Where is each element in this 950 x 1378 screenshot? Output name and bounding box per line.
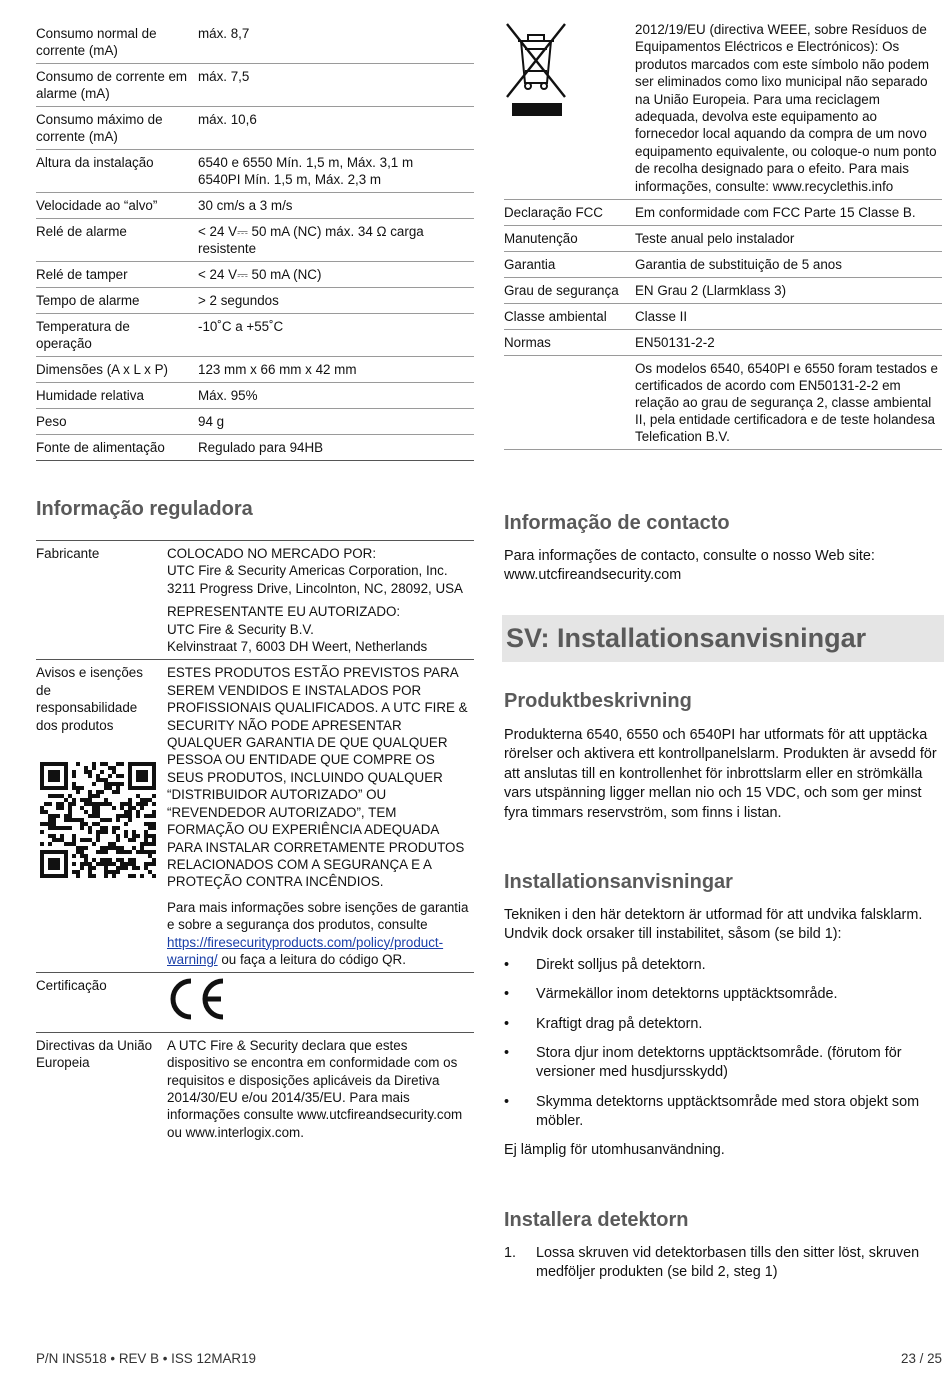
spec-value: < 24 V⎓ 50 mA (NC) [198,262,474,288]
product-warning-link[interactable]: https://firesecurityproducts.com/policy/product-warning/ [167,934,444,967]
spec-label: Classe ambiental [504,304,635,330]
list-item [504,956,942,975]
list-item [504,1093,942,1132]
list-item [504,1015,942,1034]
weee-bin-icon [504,21,568,119]
sv-banner: SV: Installationsanvisningar [502,615,944,662]
list-item [504,1044,942,1083]
contact-title: Informação de contacto [504,512,730,534]
spec-label: Normas [504,330,635,356]
spec-row [36,21,474,64]
specs-table-left [36,21,474,461]
qr-code-icon [40,762,156,878]
spec-label: Temperatura de operação [36,314,198,357]
spec-value: EN50131-2-2 [635,330,942,356]
specs-table-right [504,21,942,450]
spec-value: Garantia de substituição de 5 anos [635,252,942,278]
warnings-more: Para mais informações sobre isenções de garantia e sobre a segurança dos produtos, consulte https://firesecurityproducts.com/policy/product-warning/ ou faça a leitura do código QR. [167,899,469,967]
spec-value: < 24 V⎓ 50 mA (NC) máx. 34 Ω carga resistente [198,219,474,262]
spec-label: Dimensões (A x L x P) [36,357,198,383]
spec-value: máx. 10,6 [198,107,474,150]
spec-row [36,262,474,288]
spec-label: Tempo de alarme [36,288,198,314]
weee-symbol [504,21,635,195]
spec-label: Fonte de alimentação [36,435,198,461]
certification-label: Certificação [36,973,167,1032]
manufacturer-label: Fabricante [36,541,167,660]
spec-value: -10˚C a +55˚C [198,314,474,357]
spec-value: Regulado para 94HB [198,435,474,461]
spec-row [36,435,474,461]
spec-row [36,409,474,435]
bullet-mark: • [504,1045,510,1062]
install-detector-title: Installera detektorn [504,1209,689,1231]
bullet-mark: • [504,1015,510,1032]
spec-row [504,226,942,252]
spec-row [36,314,474,357]
spec-row [504,356,942,450]
bullet-mark: • [504,956,510,973]
spec-label [504,356,635,450]
footer-part-number: P/N INS518 • REV B • ISS 12MAR19 [36,1351,256,1366]
spec-label: Consumo máximo de corrente (mA) [36,107,198,150]
spec-row [36,107,474,150]
regulatory-title: Informação reguladora [36,498,253,520]
spec-value: Teste anual pelo instalador [635,226,942,252]
list-item-text: Värmekällor inom detektorns upptäcktsområde. [536,986,838,1003]
manufacturer-placed: COLOCADO NO MERCADO POR: UTC Fire & Security Americas Corporation, Inc. 3211 Progress Drive, Lincolnton, NC, 28092, USA [167,546,463,596]
bullet-mark: • [504,1093,510,1110]
spec-value: > 2 segundos [198,288,474,314]
spec-value: 30 cm/s a 3 m/s [198,193,474,219]
spec-value: 94 g [198,409,474,435]
step-number: 1. [504,1245,517,1261]
spec-row [36,383,474,409]
spec-row [504,252,942,278]
spec-label: Consumo de corrente em alarme (mA) [36,64,198,107]
directives-text: A UTC Fire & Security declara que estes dispositivo se encontra em conformidade com os requisitos e disposições aplicáveis da Diretiva 2014/30/EU e/ou 2014/35/EU. Para mais informações consulte www.utcfireandsecurity.com ou www.interlogix.com. [167,1037,463,1140]
list-item-text: Kraftigt drag på detektorn. [536,1015,703,1032]
spec-row [36,193,474,219]
instability-list [504,956,942,1132]
spec-label: Velocidade ao “alvo” [36,193,198,219]
weee-text: 2012/19/EU (directiva WEEE, sobre Resíduos de Equipamentos Eléctricos e Electrónicos): Os produtos marcados com este símbolo não podem ser eliminados como lixo municipal não separado na União Europeia. Para uma reciclagem adequada, devolva este equipamento ao fornecedor local aquando da compra de um novo equipamento equivalente, ou coloque-o num ponto de recolha designado para o efeito. Para mais informações, consulte: www.recyclethis.info [635,22,937,194]
manufacturer-eu-rep: REPRESENTANTE EU AUTORIZADO: UTC Fire & Security B.V. Kelvinstraat 7, 6003 DH Weert, Netherlands [167,604,428,655]
spec-value: máx. 7,5 [198,64,474,107]
spec-value: 6540 e 6550 Mín. 1,5 m, Máx. 3,1 m 6540PI Mín. 1,5 m, Máx. 2,3 m [198,150,474,193]
spec-value: Máx. 95% [198,383,474,409]
contact-text: Para informações de contacto, consulte o nosso Web site: www.utcfireandsecurity.com [504,548,875,584]
regulatory-table [36,540,474,1145]
product-description-text: Produkterna 6540, 6550 och 6540PI har utformats för att upptäcka rörelser och aktivera ett kontrollpanelslarm. Produkten är avsedd för att anslutas till en kontrollenhet för inbrottslarm eller en strömkälla vars utspänning ligger mellan nio och 15 VDC, och som ger minst fyra timmars reservström, som finns i listan. [504,727,937,821]
spec-value: EN Grau 2 (Llarmklass 3) [635,278,942,304]
spec-row [504,330,942,356]
spec-label: Consumo normal de corrente (mA) [36,21,198,64]
spec-row [36,150,474,193]
spec-value: Os modelos 6540, 6540PI e 6550 foram testados e certificados de acordo com EN50131-2-2 em relação ao grau de segurança 2, classe ambiental II, pela entidade certificadora e de teste holandesa Telefication B.V. [635,356,942,450]
list-item-text: Stora djur inom detektorns upptäcktsområde. (förutom för versioner med husdjursskydd) [536,1045,902,1081]
directives-label: Directivas da União Europeia [36,1037,153,1071]
spec-label: Relé de alarme [36,219,198,262]
spec-row [36,219,474,262]
spec-row [36,288,474,314]
spec-label: Garantia [504,252,635,278]
step-text: Lossa skruven vid detektorbasen tills den sitter löst, skruven medföljer produkten (se bild 2, steg 1) [536,1245,920,1281]
spec-value: 123 mm x 66 mm x 42 mm [198,357,474,383]
bullet-mark: • [504,986,510,1003]
spec-row [504,304,942,330]
spec-label: Declaração FCC [504,200,635,226]
spec-value: Classe II [635,304,942,330]
footer-page-number: 23 / 25 [901,1351,942,1366]
list-item-text: Skymma detektorns upptäcktsområde med stora objekt som möbler. [536,1093,920,1130]
spec-row [504,278,942,304]
spec-label: Manutenção [504,226,635,252]
ce-mark-icon [167,977,227,1021]
outdoor-note: Ej lämplig för utomhusanvändning. [504,1141,725,1158]
list-item [504,985,942,1004]
warnings-text: ESTES PRODUTOS ESTÃO PREVISTOS PARA SEREM VENDIDOS E INSTALADOS POR PROFISSIONAIS QUALIFICADOS. A UTC FIRE & SECURITY NÃO PODE APRESENTAR QUALQUER GARANTIA DE QUE QUALQUER PESSOA OU ENTIDADE QUE COMPRE OS SEUS PRODUTOS, INCLUINDO QUALQUER “DISTRIBUIDOR AUTORIZADO” OU “REVENDEDOR AUTORIZADO”, TEM FORMAÇÃO OU EXPERIÊNCIA ADEQUADA PARA INSTALAR CORRETAMENTE PRODUTOS RELACIONADOS COM A SEGURANÇA E A PROTEÇÃO CONTRA INCÊNDIOS. [167,665,468,890]
installation-intro: Tekniken i den här detektorn är utformad för att undvika falsklarm. Undvik dock orsaker till instabilitet, såsom (se bild 1): [504,907,923,943]
list-item-text: Direkt solljus på detektorn. [536,956,706,973]
spec-row [504,200,942,226]
spec-label: Altura da instalação [36,150,198,193]
warnings-label: Avisos e isenções de responsabilidade dos produtos [36,665,143,733]
product-description-title: Produktbeskrivning [504,690,692,712]
spec-label: Relé de tamper [36,262,198,288]
spec-value: Em conformidade com FCC Parte 15 Classe B. [635,200,942,226]
spec-value: máx. 8,7 [198,21,474,64]
spec-label: Peso [36,409,198,435]
spec-row [36,357,474,383]
install-step-1 [504,1244,942,1283]
installation-title: Installationsanvisningar [504,871,733,893]
spec-label: Humidade relativa [36,383,198,409]
spec-label: Grau de segurança [504,278,635,304]
spec-row [36,64,474,107]
